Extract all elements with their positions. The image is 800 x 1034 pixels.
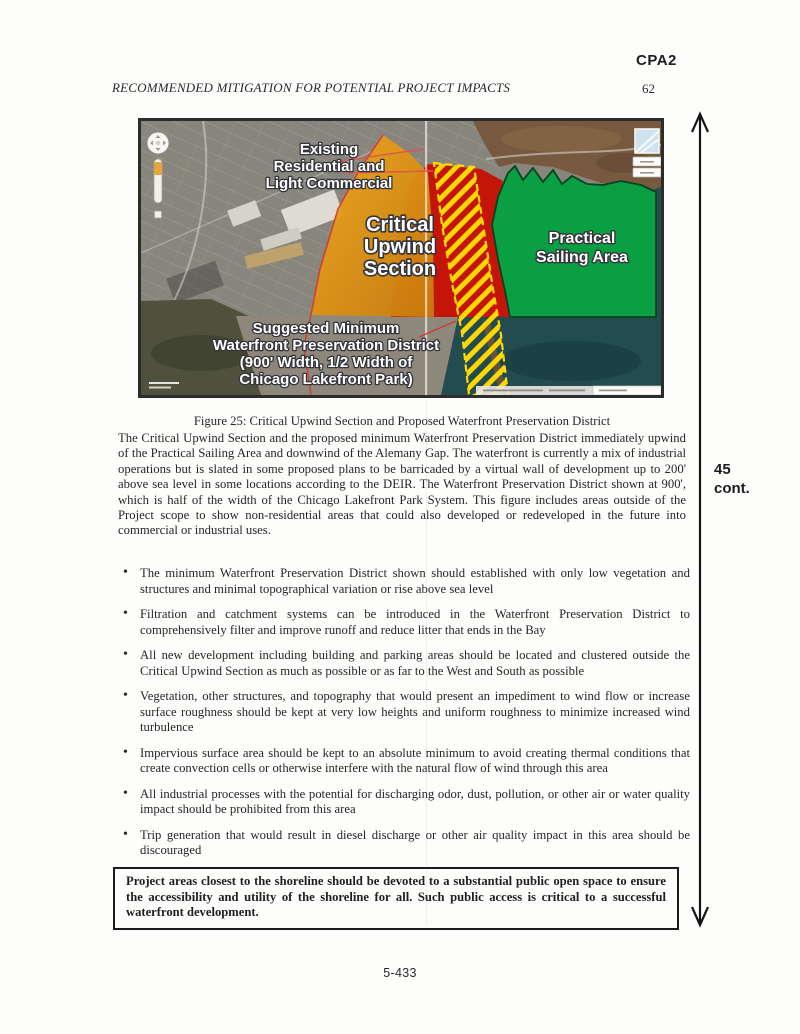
map-layer-button-text-mark [640, 172, 654, 174]
map-label-sailing-line2: Sailing Area [536, 249, 628, 266]
imagery-credit-mark [149, 382, 179, 384]
map-label-district-line4: Chicago Lakefront Park) [239, 371, 413, 388]
running-header-title: RECOMMENDED MITIGATION FOR POTENTIAL PROJECT IMPACTS [112, 80, 511, 95]
figure-caption: Figure 25: Critical Upwind Section and Proposed Waterfront Preservation District [193, 414, 611, 428]
map-label-district-line2: Waterfront Preservation District [212, 337, 440, 354]
list-item: • Trip generation that would result in diesel discharge or other air quality impact in this area should be discouraged [118, 828, 690, 859]
hill-highlight [501, 126, 621, 152]
zoom-out-button [155, 211, 162, 218]
scan-fold-line [426, 400, 427, 925]
list-item: • All new development including building and parking areas should be located and clustered outside the Critical Upwind Section as much as possible or as far to the West and South as possible [118, 648, 690, 679]
margin-note-45-cont [714, 460, 750, 498]
map-label-district-line1: Suggested Minimum [252, 320, 400, 337]
list-item: • Filtration and catchment systems can be introduced in the Waterfront Preservation District to comprehensively filter and improve runoff and reduce litter that ends in the Bay [118, 607, 690, 638]
map-label-district-line3: (900' Width, 1/2 Width of [239, 354, 413, 371]
map-label-existing-line2: Residential and [273, 158, 385, 175]
map-label-critical-line1: Critical [366, 214, 434, 236]
mitigation-bullet-list [118, 566, 690, 869]
imagery-credit-mark [149, 387, 171, 389]
attribution-text-mark [599, 390, 627, 392]
body-paragraph: The Critical Upwind Section and the proposed minimum Waterfront Preservation District immediately upwind of the Practical Sailing Area and downwind of the Alemany Gap. The waterfront is currently a mix of industrial operations but is slated in some proposed plans to be barricaded by a virtual wall of development up to 200' above sea level in some locations according to the DEIR. The Waterfront Preservation District shown at 900', which is half of the width of the Chicago Lakefront Park System. This figure includes areas outside of the Project scope to show non-residential areas that could also developed or redeveloped in the future into commercial or industrial uses. [118, 431, 686, 538]
shoreline-callout-box: Project areas closest to the shoreline should be devoted to a substantial public open space to ensure the accessibility and utility of the shoreline for all. Such public access is critical to a successful waterfront development. [113, 867, 679, 930]
pan-control-center-dot [156, 141, 160, 145]
water-dark-patch [501, 341, 641, 381]
zoom-slider-thumb [154, 162, 162, 175]
list-item: • All industrial processes with the potential for discharging odor, dust, pollution, or other air or water quality impact should be prohibited from this area [118, 787, 690, 818]
map-label-existing-line3: Light Commercial [265, 175, 393, 192]
map-label-existing-line1: Existing [299, 141, 359, 158]
attribution-text-mark [549, 390, 585, 392]
list-item: • Vegetation, other structures, and topography that would present an impediment to wind flow or increase surface roughness should be kept at very low heights and uniform roughness to minimize increased wind turbulence [118, 689, 690, 736]
figure-map-frame [138, 118, 664, 398]
header-page-number: 62 [642, 81, 655, 96]
margin-range-arrow [688, 106, 712, 936]
attribution-text-mark [483, 390, 543, 392]
list-item: • Impervious surface area should be kept to an absolute minimum to avoid creating thermal conditions that create convection cells or otherwise interfere with the natural flow of wind through this area [118, 746, 690, 777]
figure-map [141, 121, 661, 395]
list-item: • The minimum Waterfront Preservation District shown should established with only low vegetation and structures and minimal topographical variation or rise above sea level [118, 566, 690, 597]
map-label-critical-line2: Upwind [363, 236, 437, 258]
map-label-critical-line3: Section [363, 258, 437, 280]
doc-code-label: CPA2 [636, 52, 677, 69]
margin-note-cont: cont. [714, 480, 750, 497]
margin-note-number: 45 [714, 461, 731, 478]
map-type-button-text-mark [640, 161, 654, 163]
footer-page-number: 5-433 [383, 966, 417, 980]
map-label-sailing-line1: Practical [548, 230, 616, 247]
